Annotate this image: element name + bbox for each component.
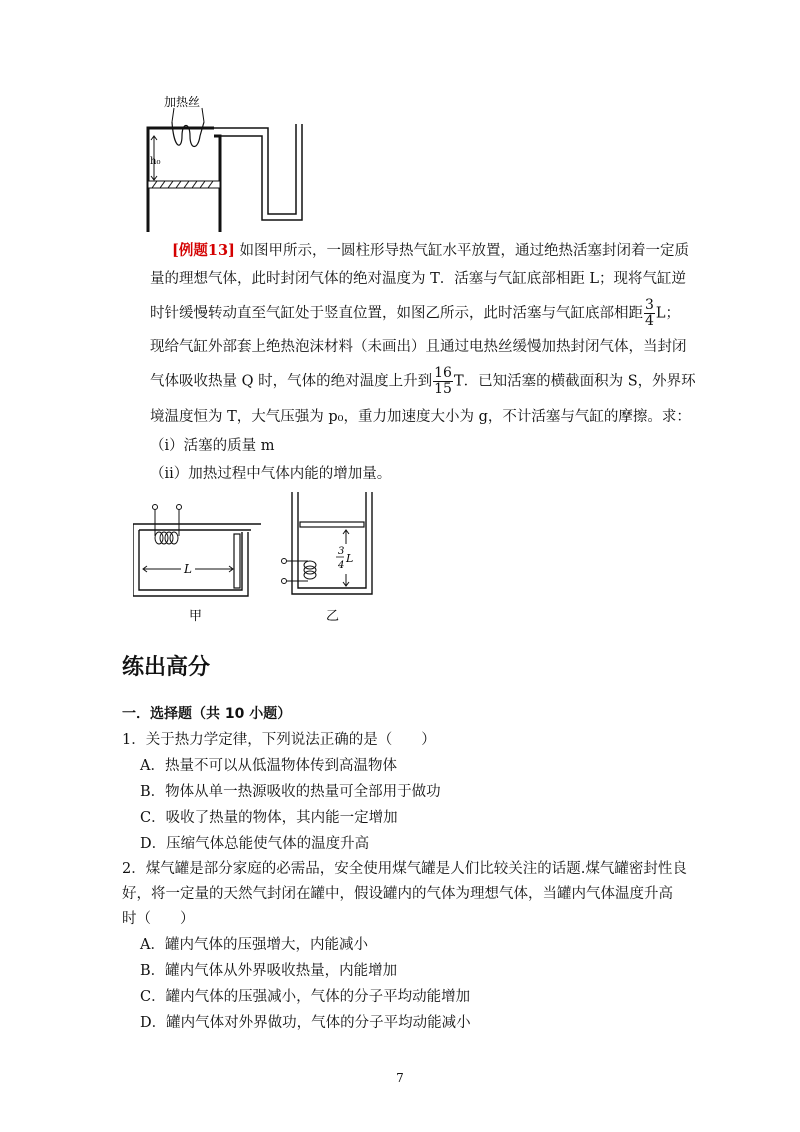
example-line-3-a: 时针缓慢转动直至气缸处于竖直位置，如图乙所示，此时活塞与气缸底部相距	[150, 305, 643, 322]
page-number: 7	[396, 1071, 404, 1085]
jia-L-label: L	[184, 562, 192, 576]
heater-label: 加热丝	[164, 95, 201, 109]
example-line-1	[172, 241, 689, 261]
question-2-option-a: A．罐内气体的压强增大，内能减小	[140, 937, 368, 953]
example-tag: [例题13]	[172, 242, 235, 259]
question-2-stem-line-3: 时（ ）	[122, 911, 195, 927]
example-line-3-b: L；	[655, 305, 681, 322]
yi-frac-L: L	[346, 552, 354, 565]
yi-frac-num: 3	[338, 546, 345, 557]
example-line-3	[150, 298, 680, 329]
figure-yi	[280, 490, 390, 626]
question-1-stem: 1．关于热力学定律，下列说法正确的是（ ）	[122, 732, 436, 748]
example-line-5-b: T．已知活塞的横截面积为 S，外界环	[453, 373, 696, 390]
heater-cylinder-figure	[130, 92, 320, 234]
example-line-1-text: 如图甲所示，一圆柱形导热气缸水平放置，通过绝热活塞封闭着一定质	[239, 243, 690, 259]
example-line-5-a: 气体吸收热量 Q 时，气体的绝对温度上升到	[150, 373, 433, 390]
fraction-sixteen-fifteenths: $\frac{16}{15}$	[434, 365, 452, 397]
question-2-option-d: D．罐内气体对外界做功，气体的分子平均动能减小	[140, 1015, 471, 1031]
subsection-title: 一．选择题（共 10 小题）	[122, 706, 292, 722]
question-1-option-d: D．压缩气体总能使气体的温度升高	[140, 836, 370, 852]
question-2-option-c: C．罐内气体的压强减小，气体的分子平均动能增加	[140, 989, 471, 1005]
example-question-2: （ii）加热过程中气体内能的增加量。	[150, 466, 392, 482]
fraction-three-quarters: $\frac{3}{4}$	[645, 297, 654, 329]
question-1-option-b: B．物体从单一热源吸收的热量可全部用于做功	[140, 784, 441, 800]
question-1-option-c: C．吸收了热量的物体，其内能一定增加	[140, 810, 398, 826]
h0-label: h₀	[150, 156, 161, 167]
question-1-option-a: A．热量不可以从低温物体传到高温物体	[140, 758, 397, 774]
example-question-1: （i）活塞的质量 m	[150, 438, 275, 454]
yi-frac-den: 4	[338, 560, 345, 571]
question-2-option-b: B．罐内气体从外界吸收热量，内能增加	[140, 963, 398, 979]
example-line-2: 量的理想气体，此时封闭气体的绝对温度为 T．活塞与气缸底部相距 L；现将气缸逆	[150, 271, 687, 287]
question-2-stem-line-2: 好，将一定量的天然气封闭在罐中，假设罐内的气体为理想气体，当罐内气体温度升高	[122, 886, 673, 902]
figure-jia	[133, 496, 263, 626]
jia-label: 甲	[189, 609, 203, 624]
section-title: 练出高分	[122, 655, 211, 680]
example-line-6: 境温度恒为 T，大气压强为 p₀，重力加速度大小为 g，不计活塞与气缸的摩擦。求：	[150, 409, 691, 425]
example-line-4: 现给气缸外部套上绝热泡沫材料（未画出）且通过电热丝缓慢加热封闭气体，当封闭	[150, 339, 687, 355]
example-line-5	[150, 366, 696, 397]
question-2-stem-line-1: 2．煤气罐是部分家庭的必需品，安全使用煤气罐是人们比较关注的话题.煤气罐密封性良	[122, 861, 687, 877]
yi-label: 乙	[326, 609, 340, 624]
